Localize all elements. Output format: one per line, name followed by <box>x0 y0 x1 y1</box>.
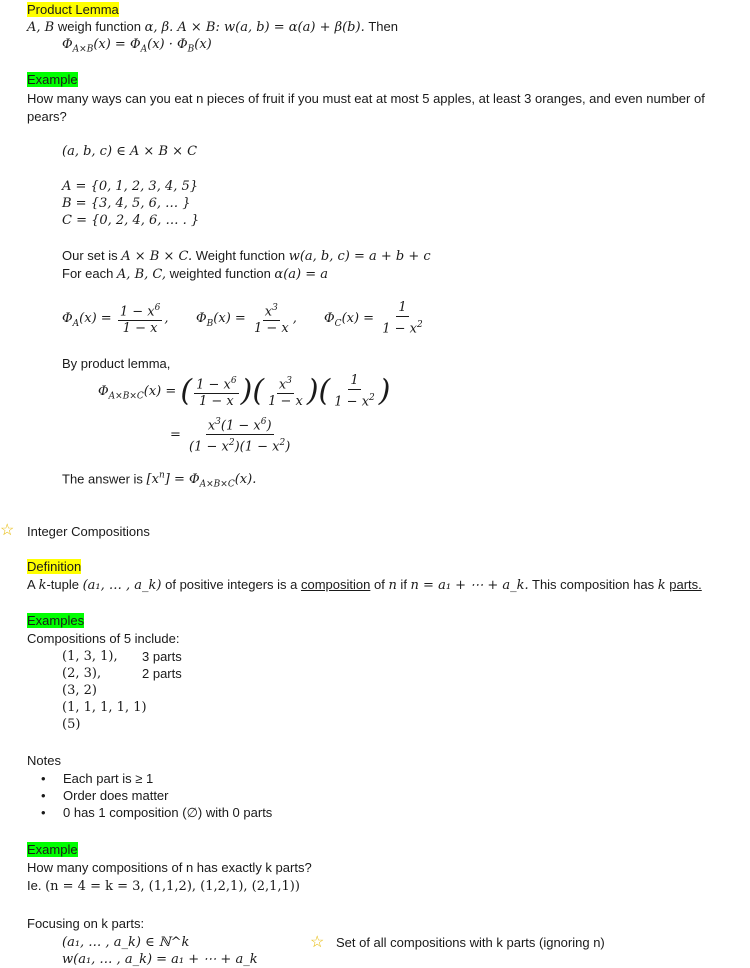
example2-question: How many compositions of n has exactly k parts? <box>27 860 312 875</box>
notes-item: • Each part is ≥ 1 <box>27 770 272 787</box>
example1-tuple: (a, b, c) ∈ A × B × C <box>62 144 198 159</box>
example1-question-line2: pears? <box>27 109 67 124</box>
definition-heading: Definition <box>27 559 82 574</box>
composition-term: composition <box>300 577 371 592</box>
example2-cut-line: w(a₁, … , a_k) = a₁ + ⋯ + a_k <box>62 952 258 967</box>
example1-phi-c: $\Phi_C(x)$ = $\frac{1}{1 - x^2}$ <box>324 300 423 337</box>
example1-set-b: B = {3, 4, 5, 6, … } <box>62 196 191 211</box>
product-lemma-formula: $\Phi_{A\times B}(x) = \Phi_A(x) \cdot \Phi_B(x)$ <box>62 37 212 55</box>
example2-focusing: Focusing on k parts: <box>27 916 145 931</box>
example1-question-line1: How many ways can you eat n pieces of fruit if you must eat at most 5 apples, at least 3 oranges, and even number of <box>27 91 705 106</box>
example2-side-note: ☆ Set of all compositions with k parts (ignoring n) <box>310 934 605 951</box>
example1-heading: Example <box>27 72 78 87</box>
examples-item: (2, 3), <box>62 666 102 681</box>
star-icon: ☆ <box>0 522 15 539</box>
example1-for-each: For each A, B, C, weighted function α(a) = a <box>62 266 329 282</box>
definition-text: A k-tuple (a₁, … , a_k) of positive integers is a composition of n if n = a₁ + ⋯ + a_k. This composition has k parts. <box>27 577 702 593</box>
example2-heading: Example <box>27 842 78 857</box>
integer-compositions-title: Integer Compositions <box>27 524 150 539</box>
example1-phi-a: $\Phi_A(x)$ = $\frac{1 - x^6}{1 - x}$ , <box>62 300 168 341</box>
notes-list <box>27 770 272 821</box>
example2-tuple-line: (a₁, … , a_k) ∈ ℕ^k <box>62 935 190 950</box>
examples-item-parts: 2 parts <box>142 666 182 681</box>
product-lemma-heading: Product Lemma <box>27 2 119 17</box>
example1-product-formula-line1: $\Phi_{A\times B\times C}(x)$ = ( $\frac{1 - x^6}{1 - x}$ )( $\frac{x^3}{1 - x}$ )( $\frac{1}{1 - x^2}$ ) <box>98 372 391 410</box>
example1-set-a: A = {0, 1, 2, 3, 4, 5} <box>62 179 199 194</box>
notes-item: • 0 has 1 composition (∅) with 0 parts <box>27 804 272 821</box>
examples-item: (3, 2) <box>62 683 97 698</box>
examples-item: (1, 3, 1), <box>62 649 118 664</box>
examples-item: (1, 1, 1, 1, 1) <box>62 700 147 715</box>
product-lemma-statement: A, B weigh function α, β. A × B: w(a, b) = α(a) + β(b). Then <box>27 19 398 35</box>
example1-product-formula-line2: = $\frac{x^3(1 - x^6)}{(1 - x^2)(1 - x^2)}$ <box>170 414 294 456</box>
notes-item: • Order does matter <box>27 787 272 804</box>
example1-answer: The answer is $[x^n] = \Phi_{A\times B\times C}(x)$. <box>62 471 257 490</box>
example2-ie: Ie. (n = 4 = k = 3, (1,1,2), (1,2,1), (2,1,1)) <box>27 878 300 894</box>
examples-intro: Compositions of 5 include: <box>27 631 180 646</box>
star-icon: ☆ <box>310 934 325 951</box>
example1-phi-b: $\Phi_B(x)$ = $\frac{x^3}{1 - x}$ , <box>196 300 297 341</box>
notes-heading: Notes <box>27 753 61 768</box>
examples-item-parts: 3 parts <box>142 649 182 664</box>
example1-by-product-lemma: By product lemma, <box>62 356 171 371</box>
example1-our-set: Our set is A × B × C. Weight function w(a, b, c) = a + b + c <box>62 248 431 264</box>
examples-heading: Examples <box>27 613 85 628</box>
example1-set-c: C = {0, 2, 4, 6, … . } <box>62 213 200 228</box>
examples-item: (5) <box>62 717 81 732</box>
integer-compositions-section <box>0 522 14 539</box>
